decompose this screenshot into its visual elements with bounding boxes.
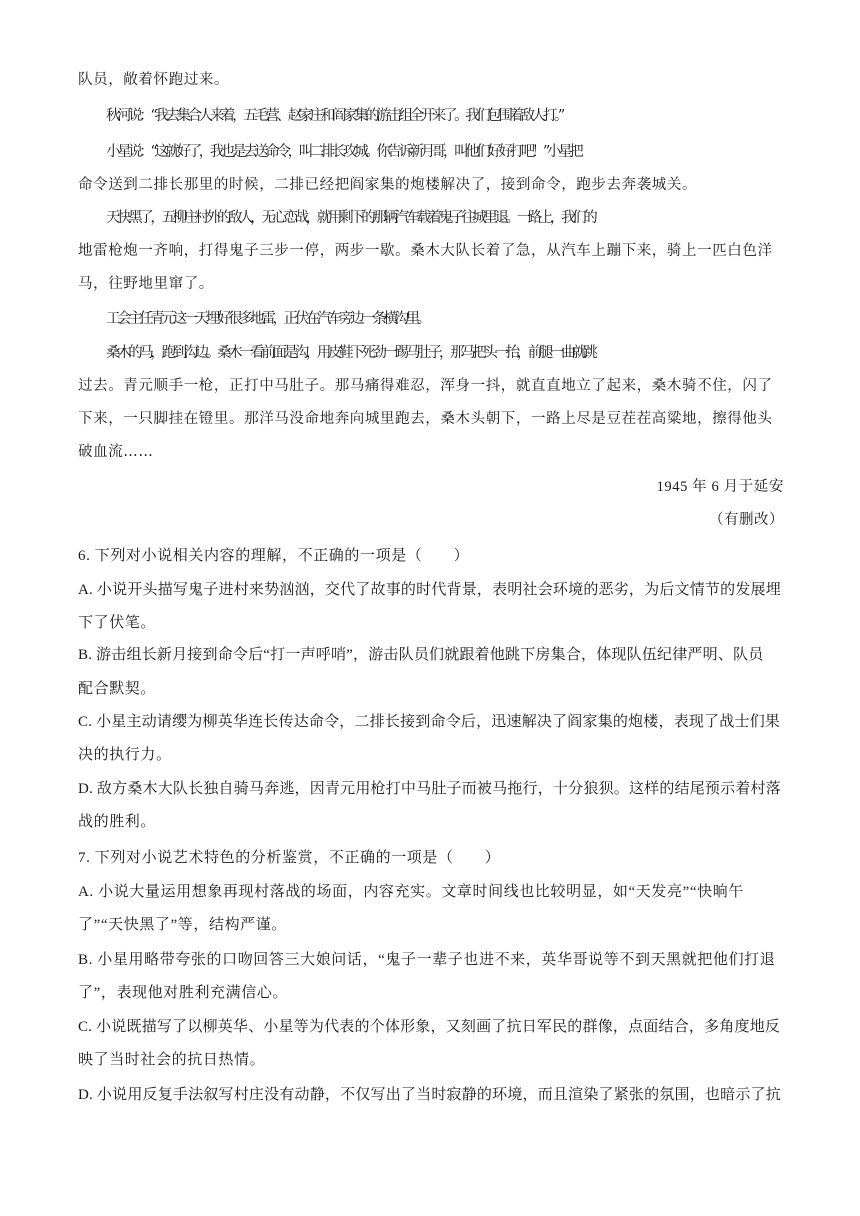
- q6-option-c-cont: 决的执行力。: [78, 747, 172, 763]
- q7-option-b: B. 小星用略带夸张的口吻回答三大娘问话，“鬼子一辈子也进不来，英华哥说等不到天黑就把他们打退: [78, 952, 776, 968]
- q7-option-a: A. 小说大量运用想象再现村落战的场面，内容充实。文章时间线也比较明显，如“天发亮”“快晌午: [78, 884, 744, 900]
- passage-line: 小星说：“这就好了，我也是去送命令，叫二排长攻城。你告诉新月哥，叫他们好好打吧！”小星把: [106, 144, 581, 160]
- passage-line: 队员，敞着怀跑过来。: [78, 72, 229, 88]
- passage-line: 过去。青元顺手一枪，正打中马肚子。那马痛得难忍，浑身一抖，就直直地立了起来，桑木骑不住，闪了: [78, 378, 773, 394]
- question-6-stem: 6. 下列对小说相关内容的理解，不正确的一项是（ ）: [78, 548, 470, 564]
- q6-option-b-cont: 配合默契。: [78, 681, 157, 697]
- passage-line: 马，往野地里窜了。: [78, 276, 214, 292]
- q7-option-a-cont: 了”“天快黑了”等，结构严谨。: [78, 917, 287, 933]
- edit-note: （有删改）: [709, 512, 784, 528]
- q6-option-b: B. 游击组长新月接到命令后“打一声呼哨”，游击队员们就跟着他跳下房集合，体现队伍纪律严明、队员: [78, 647, 764, 663]
- q6-option-d: D. 敌方桑木大队长独自骑马奔逃，因青元用枪打中马肚子而被马拖行，十分狼狈。这样的结尾预示着村落: [78, 781, 781, 797]
- q7-option-c-cont: 映了当时社会的抗日热情。: [78, 1052, 266, 1068]
- passage-line: 秋河说：“我去集合人来着，五毛营、赵家庄和阎家集的游击组全开来了。我们包围着敌人打。”: [106, 108, 562, 124]
- q6-option-d-cont: 战的胜利。: [78, 814, 157, 830]
- q6-option-a-cont: 下了伏笔。: [78, 615, 157, 631]
- passage-line: 天快黑了，五柳庄村外的敌人，无心恋战，就用剩下的那辆汽车载着鬼子往城里退。一路上，我们的: [106, 210, 595, 226]
- q7-option-b-cont: 了”，表现他对胜利充满信心。: [78, 985, 289, 1001]
- q6-option-a: A. 小说开头描写鬼子进村来势汹汹，交代了故事的时代背景，表明社会环境的恶劣，为后文情节的发展埋: [78, 582, 781, 598]
- passage-line: 工会主任青元这一天埋好很多地雷，正伏在汽车旁边一条横沟里。: [106, 311, 428, 327]
- passage-line: 地雷枪炮一齐响，打得鬼子三步一停，两步一歇。桑木大队长着了急，从汽车上蹦下来，骑上一匹白色洋: [78, 243, 773, 259]
- passage-line: 桑木的马，跑到沟边。桑木一看前面是沟，用皮鞋下死劲一踢马肚子，那马把头一抬，前腿一曲就跳: [106, 345, 595, 361]
- date-line: 1945 年 6 月于延安: [656, 479, 784, 495]
- q7-option-d: D. 小说用反复手法叙写村庄没有动静，不仅写出了当时寂静的环境，而且渲染了紧张的氛围，也暗示了抗: [78, 1087, 781, 1103]
- q7-option-c: C. 小说既描写了以柳英华、小星等为代表的个体形象，又刻画了抗日军民的群像，点面结合，多角度地反: [78, 1019, 781, 1035]
- passage-line: 命令送到二排长那里的时候，二排已经把阎家集的炮楼解决了，接到命令，跑步去奔袭城关。: [78, 177, 698, 193]
- passage-line: 下来，一只脚挂在镫里。那洋马没命地奔向城里跑去，桑木头朝下，一路上尽是豆茬茬高粱地，擦得他头: [78, 411, 773, 427]
- question-7-stem: 7. 下列对小说艺术特色的分析鉴赏，不正确的一项是（ ）: [78, 850, 501, 866]
- q6-option-c: C. 小星主动请缨为柳英华连长传达命令，二排长接到命令后，迅速解决了阎家集的炮楼，表现了战士们果: [78, 714, 781, 730]
- passage-line: 破血流……: [78, 444, 154, 460]
